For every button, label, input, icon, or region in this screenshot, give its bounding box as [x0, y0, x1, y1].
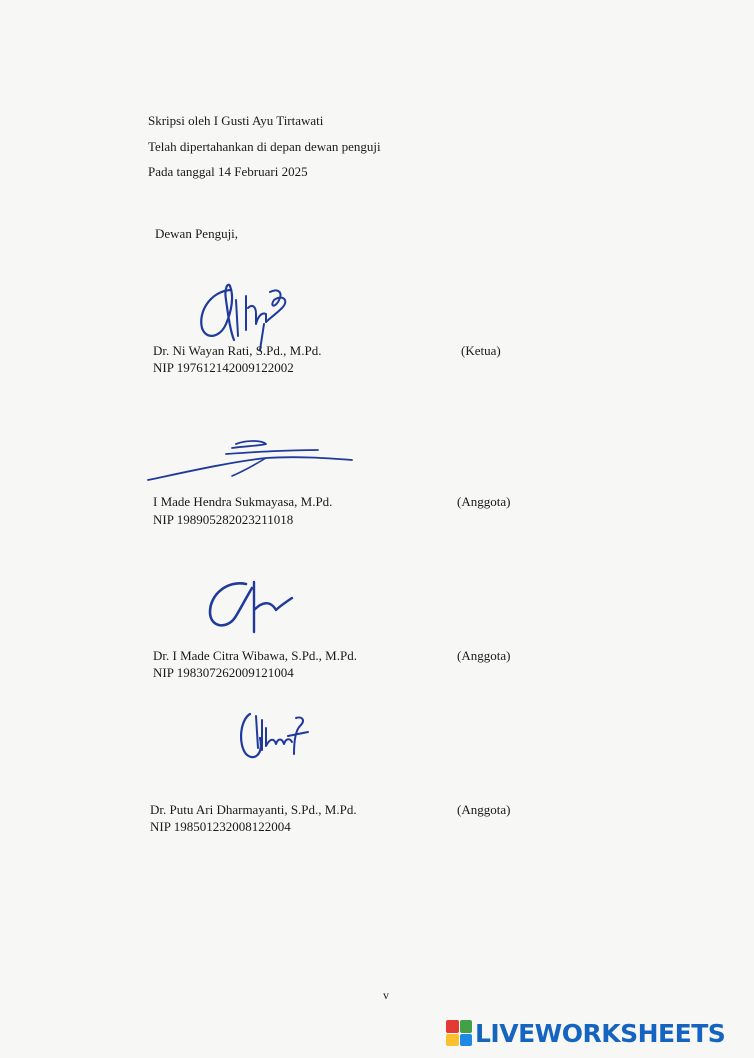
signature-4 — [236, 708, 312, 764]
examiner-name: I Made Hendra Sukmayasa, M.Pd. — [153, 494, 333, 509]
liveworksheets-watermark — [446, 1018, 725, 1048]
examiner-name: Dr. I Made Citra Wibawa, S.Pd., M.Pd. — [153, 648, 357, 663]
signature-2 — [146, 436, 360, 486]
examiner-nip: NIP 198501232008122004 — [150, 819, 291, 834]
signature-3 — [204, 576, 300, 636]
examiner-role: (Anggota) — [457, 802, 511, 817]
thesis-author-line: Skripsi oleh I Gusti Ayu Tirtawati — [148, 113, 324, 128]
examiner-role: (Anggota) — [457, 494, 511, 509]
page-number: v — [383, 988, 389, 1002]
liveworksheets-logo-icon — [446, 1020, 472, 1046]
defense-statement-line: Telah dipertahankan di depan dewan penguji — [148, 139, 381, 154]
defense-date-line: Pada tanggal 14 Februari 2025 — [148, 164, 308, 179]
examiner-nip: NIP 198905282023211018 — [153, 512, 294, 527]
examiner-role: (Ketua) — [461, 343, 501, 358]
examiner-name: Dr. Ni Wayan Rati, S.Pd., M.Pd. — [153, 343, 322, 358]
examiner-role: (Anggota) — [457, 648, 511, 663]
board-label: Dewan Penguji, — [155, 226, 239, 241]
examiner-nip: NIP 197612142009122002 — [153, 360, 294, 375]
examiner-name: Dr. Putu Ari Dharmayanti, S.Pd., M.Pd. — [150, 802, 357, 817]
examiner-nip: NIP 198307262009121004 — [153, 665, 294, 680]
watermark-text: LIVEWORKSHEETS — [475, 1018, 726, 1048]
